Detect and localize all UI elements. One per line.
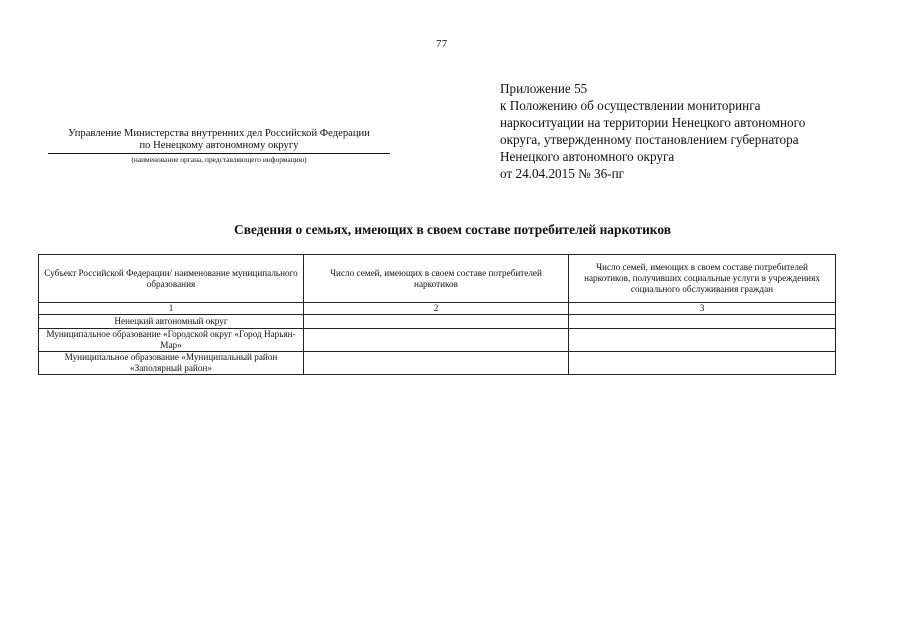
page-number: 77 xyxy=(436,38,448,50)
table-row xyxy=(39,315,836,329)
column-numbers-row xyxy=(39,303,836,315)
appendix-line: от 24.04.2015 № 36-пг xyxy=(500,166,625,181)
row-name: Ненецкий автономный округ xyxy=(39,315,304,329)
table-row xyxy=(39,352,836,375)
row-families-count xyxy=(304,329,569,352)
header-families-count: Число семей, имеющих в своем составе потребителей наркотиков xyxy=(304,255,569,303)
table-row xyxy=(39,329,836,352)
row-families-count xyxy=(304,315,569,329)
row-name: Муниципальное образование «Городской округ «Город Нарьян-Мар» xyxy=(39,329,304,352)
header-subject: Субъект Российской Федерации/ наименование муниципального образования xyxy=(39,255,304,303)
column-number: 2 xyxy=(304,303,569,315)
appendix-line: Ненецкого автономного округа xyxy=(500,149,675,164)
appendix-line: Приложение 55 xyxy=(500,81,588,96)
appendix-line: наркоситуации на территории Ненецкого автономного xyxy=(500,115,806,130)
row-families-count xyxy=(304,352,569,375)
column-number: 1 xyxy=(39,303,304,315)
row-families-served xyxy=(569,352,836,375)
row-families-served xyxy=(569,315,836,329)
row-name: Муниципальное образование «Муниципальный район «Заполярный район» xyxy=(39,352,304,375)
report-table xyxy=(38,254,836,375)
organization-name-line1: Управление Министерства внутренних дел Российской Федерации xyxy=(68,128,370,139)
appendix-line: к Положению об осуществлении мониторинга xyxy=(500,98,761,113)
header-families-served: Число семей, имеющих в своем составе потребителей наркотиков, получивших социальные услуги в учреждениях социального обслуживания граждан xyxy=(569,255,836,303)
appendix-reference xyxy=(500,80,880,182)
appendix-line: округа, утвержденному постановлением губернатора xyxy=(500,132,799,147)
organization-name-line2: по Ненецкому автономному округу xyxy=(48,140,390,154)
row-families-served xyxy=(569,329,836,352)
document-title: Сведения о семьях, имеющих в своем составе потребителей наркотиков xyxy=(234,222,671,237)
table-header-row xyxy=(39,255,836,303)
column-number: 3 xyxy=(569,303,836,315)
reporting-organization xyxy=(38,127,400,165)
organization-caption: (наименование органа, представляющего информацию) xyxy=(131,155,307,164)
